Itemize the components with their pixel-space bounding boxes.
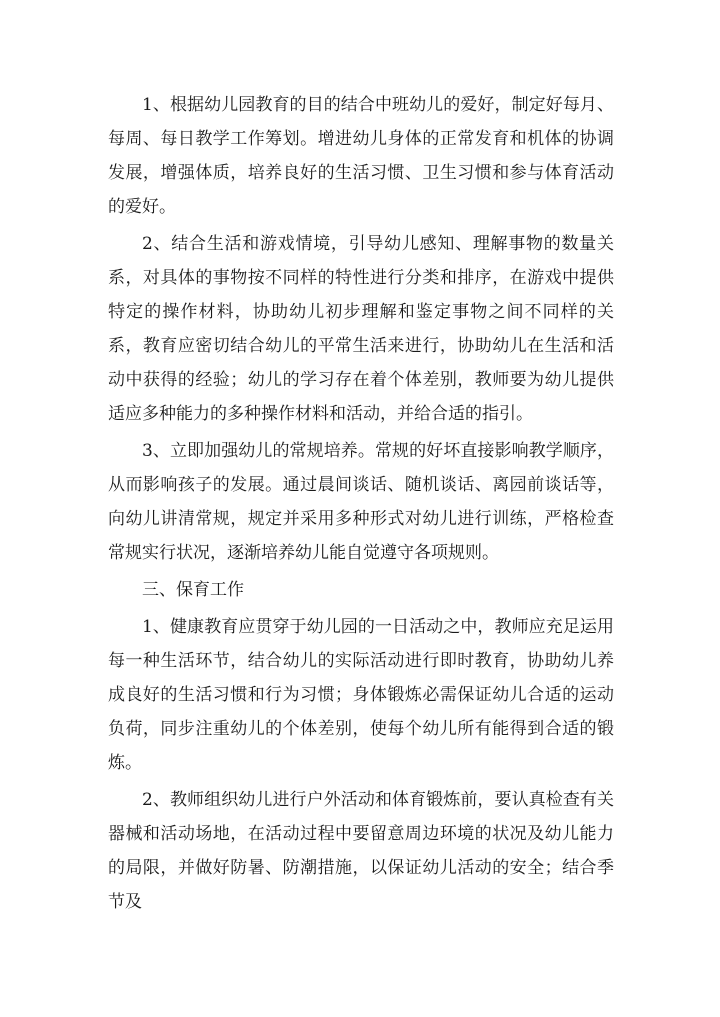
section-paragraph-2: 2、教师组织幼儿进行户外活动和体育锻炼前，要认真检查有关器械和活动场地，在活动过程中要留意周边环境的状况及幼儿能力的局限，并做好防暑、防潮措施，以保证幼儿活动的安全；结合季节及 [108, 790, 614, 912]
paragraph-2: 2、结合生活和游戏情境，引导幼儿感知、理解事物的数量关系，对具体的事物按不同样的特性进行分类和排序，在游戏中提供特定的操作材料，协助幼儿初步理解和鉴定事物之间不同样的关系，教育应密切结合幼儿的平常生活来进行，协助幼儿在生活和活动中获得的经验；幼儿的学习存在着个体差别，教师要为幼儿提供适应多种能力的多种操作材料和活动，并给合适的指引。 [108, 234, 614, 424]
paragraph-3: 3、立即加强幼儿的常规培养。常规的好坏直接影响教学顺序，从而影响孩子的发展。通过晨间谈话、随机谈话、离园前谈话等，向幼儿讲清常规，规定并采用多种形式对幼儿进行训练，严格检查常规实行状况，逐渐培养幼儿能自觉遵守各项规则。 [108, 441, 614, 563]
section-heading: 三、保育工作 [142, 580, 244, 600]
paragraph-1: 1、根据幼儿园教育的目的结合中班幼儿的爱好，制定好每月、每周、每日教学工作筹划。增进幼儿身体的正常发育和机体的协调发展，增强体质，培养良好的生活习惯、卫生习惯和参与体育活动的爱好。 [108, 95, 614, 217]
section-paragraph-1: 1、健康教育应贯穿于幼儿园的一日活动之中，教师应充足运用每一种生活环节，结合幼儿的实际活动进行即时教育，协助幼儿养成良好的生活习惯和行为习惯；身体锻炼必需保证幼儿合适的运动负荷，同步注重幼儿的个体差别，使每个幼儿所有能得到合适的锻炼。 [108, 617, 614, 773]
document-page [108, 88, 614, 922]
